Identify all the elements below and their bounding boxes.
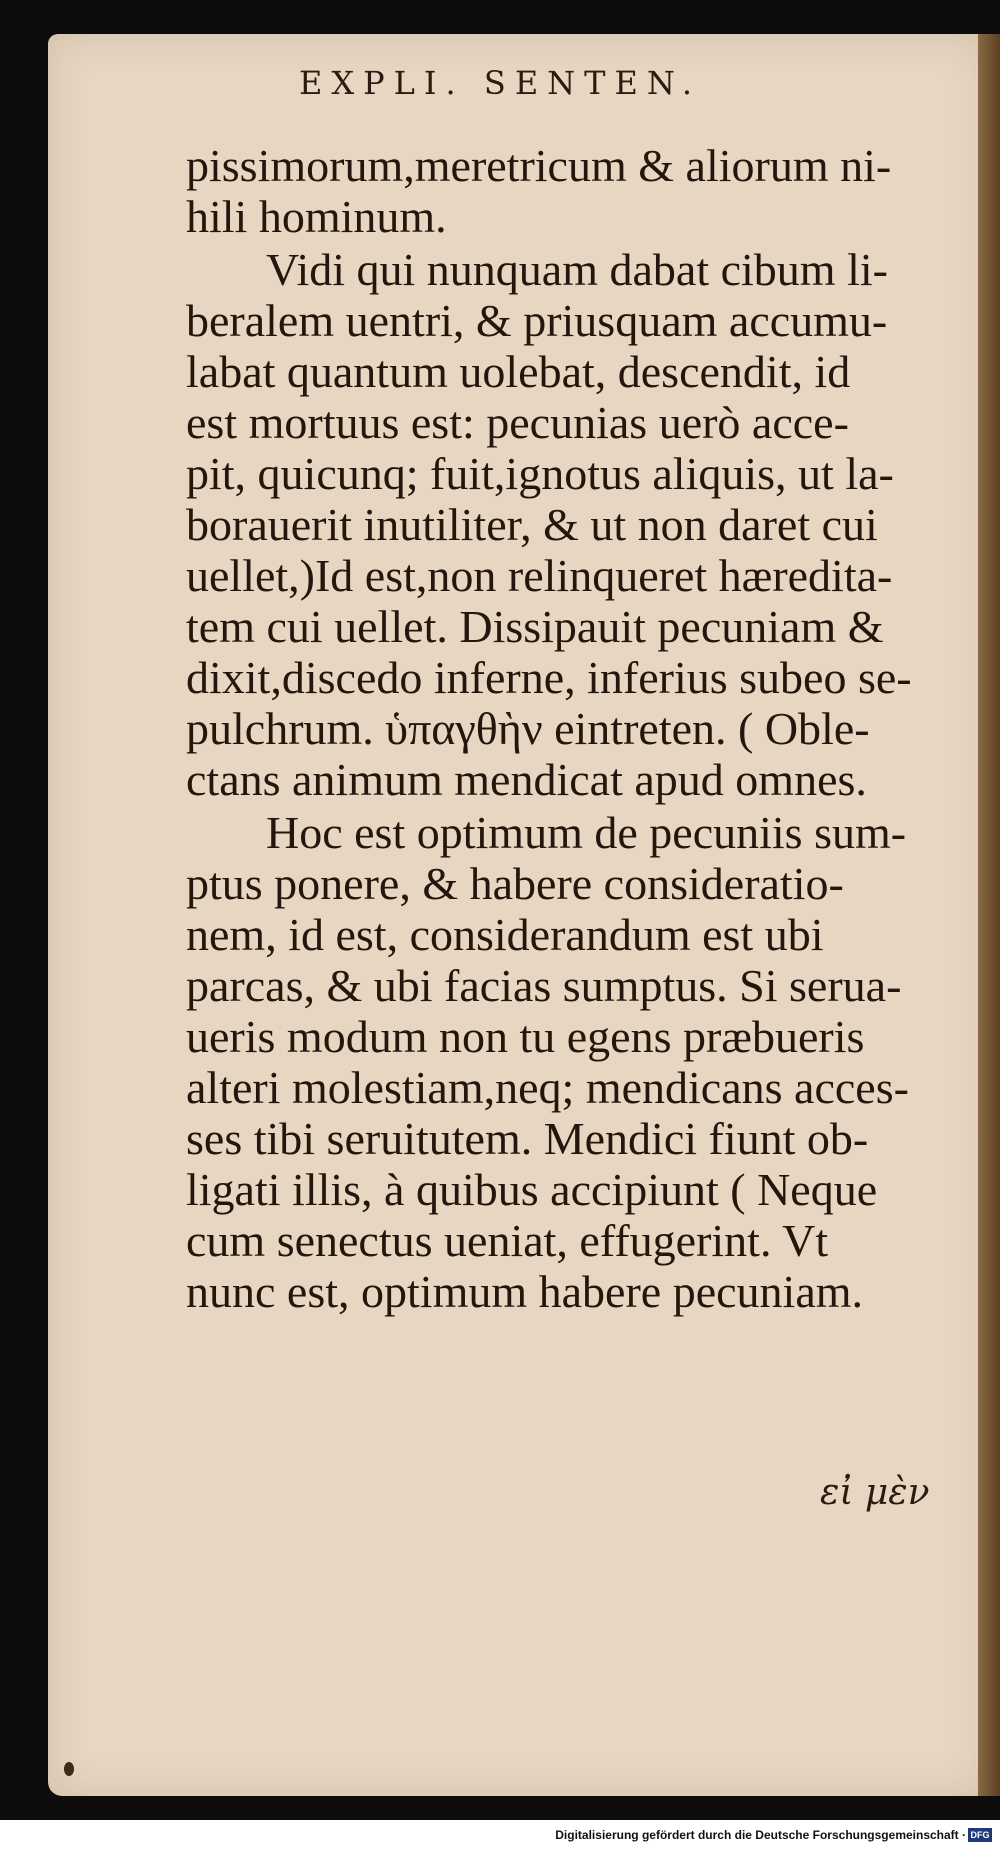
text-line-18: ueris modum non tu egens præbueris bbox=[186, 1011, 865, 1062]
text-line-15: ptus ponere, & habere consideratio- bbox=[186, 858, 844, 909]
text-line-4: beralem uentri, & priusquam accumu- bbox=[186, 295, 888, 346]
text-line-17: parcas, & ubi facias sumptus. Si serua- bbox=[186, 960, 902, 1011]
text-line-1: pissimorum,meretricum & aliorum ni- bbox=[186, 140, 892, 191]
ink-smudge bbox=[64, 1762, 74, 1776]
text-line-21: ligati illis, à quibus accipiunt ( Neque bbox=[186, 1164, 878, 1215]
text-line-13: ctans animum mendicat apud omnes. bbox=[186, 754, 867, 805]
text-line-20: ses tibi seruitutem. Mendici fiunt ob- bbox=[186, 1113, 869, 1164]
text-line-2: hili hominum. bbox=[186, 191, 447, 242]
catchword: εἰ μὲν bbox=[820, 1472, 930, 1513]
text-line-22: cum senectus ueniat, effugerint. Vt bbox=[186, 1215, 829, 1266]
text-line-11: dixit,discedo inferne, inferius subeo se- bbox=[186, 652, 912, 703]
dfg-logo: DFG bbox=[968, 1828, 992, 1842]
running-head: EXPLI. SENTEN. bbox=[298, 64, 701, 102]
text-line-6: est mortuus est: pecunias uerò acce- bbox=[186, 397, 849, 448]
text-line-8: borauerit inutiliter, & ut non daret cui bbox=[186, 499, 878, 550]
text-line-7: pit, quicunq; fuit,ignotus aliquis, ut la- bbox=[186, 448, 894, 499]
text-line-14: Hoc est optimum de pecuniis sum- bbox=[266, 807, 907, 858]
text-line-12: pulchrum. ὑπαγθὴν eintreten. ( Oble- bbox=[186, 703, 870, 754]
text-line-3: Vidi qui nunquam dabat cibum li- bbox=[266, 244, 888, 295]
text-line-19: alteri molestiam,neq; mendicans acces- bbox=[186, 1062, 909, 1113]
text-line-16: nem, id est, considerandum est ubi bbox=[186, 909, 824, 960]
text-line-10: tem cui uellet. Dissipauit pecuniam & bbox=[186, 601, 884, 652]
text-line-9: uellet,)Id est,non relinqueret hæredita- bbox=[186, 550, 893, 601]
text-line-23: nunc est, optimum habere pecuniam. bbox=[186, 1266, 864, 1317]
page-edge bbox=[978, 34, 1000, 1796]
footer-bar bbox=[0, 1820, 1000, 1851]
text-line-5: labat quantum uolebat, descendit, id bbox=[186, 346, 851, 397]
funding-credit: Digitalisierung gefördert durch die Deutsche Forschungsgemeinschaft · bbox=[555, 1828, 966, 1842]
